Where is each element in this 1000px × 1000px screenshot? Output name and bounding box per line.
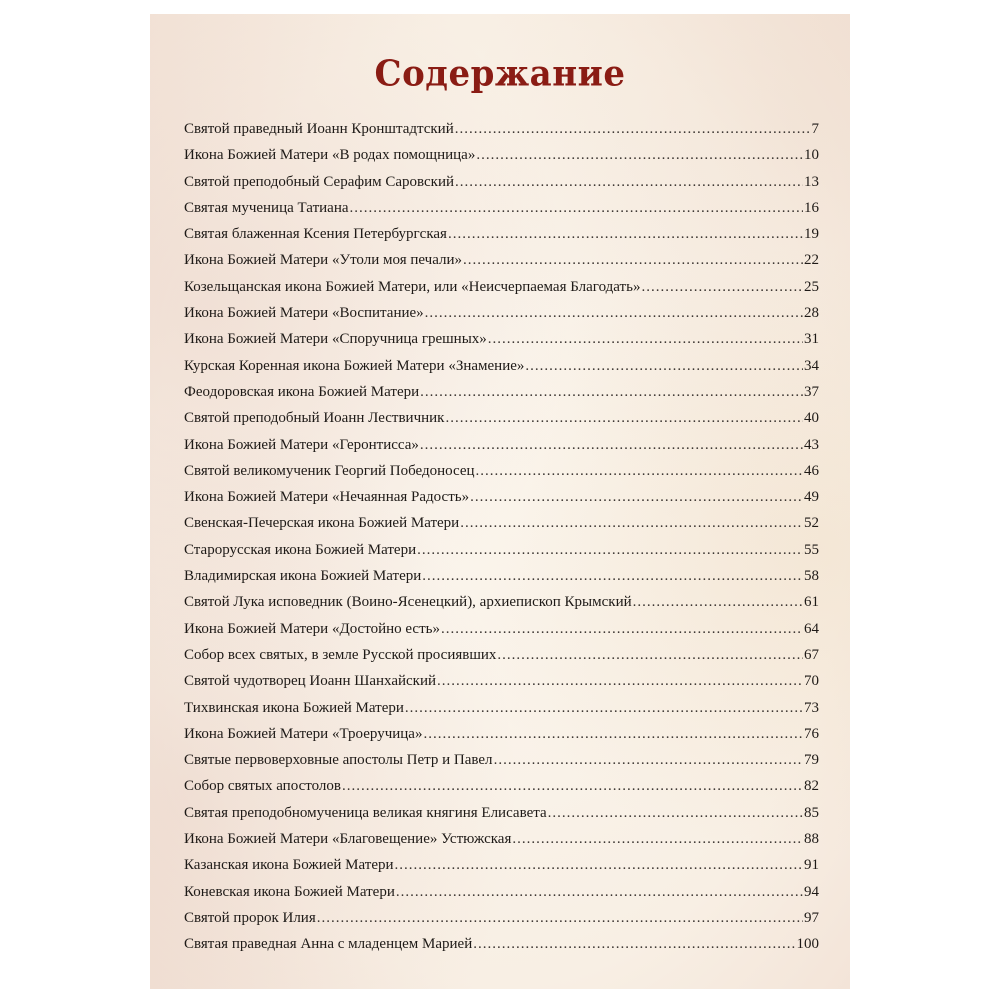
dot-leader	[463, 252, 803, 269]
toc-entry-title: Икона Божией Матери «В родах помощница»	[184, 147, 476, 164]
toc-entry-page-number: 97	[804, 909, 819, 926]
toc-entry-title: Курская Коренная икона Божией Матери «Знамение»	[184, 357, 525, 374]
toc-entry-title: Святые первоверховные апостолы Петр и Павел	[184, 752, 493, 769]
dot-leader	[476, 463, 803, 480]
toc-entry-title: Святая блаженная Ксения Петербургская	[184, 226, 447, 243]
dot-leader	[633, 594, 803, 611]
toc-entry-title: Владимирская икона Божией Матери	[184, 568, 422, 585]
toc-entry-page-number: 58	[804, 568, 819, 585]
toc-entry	[184, 831, 819, 857]
toc-entry-title: Тихвинская икона Божией Матери	[184, 699, 404, 716]
toc-entry-page-number: 88	[804, 831, 819, 848]
toc-entry	[184, 358, 819, 384]
toc-entry	[184, 463, 819, 489]
toc-entry-title: Святой преподобный Серафим Саровский	[184, 173, 454, 190]
toc-entry-page-number: 64	[804, 620, 819, 637]
toc-entry	[184, 252, 819, 278]
toc-entry	[184, 410, 819, 436]
toc-entry-title: Святая преподобномученица великая княгиня Елисавета	[184, 804, 547, 821]
toc-entry-page-number: 10	[804, 147, 819, 164]
dot-leader	[497, 647, 803, 664]
toc-entry-page-number: 25	[804, 278, 819, 295]
toc-entry	[184, 647, 819, 673]
dot-leader	[317, 910, 803, 927]
toc-entry-title: Святой чудотворец Иоанн Шанхайский	[184, 673, 437, 690]
toc-entry	[184, 621, 819, 647]
toc-entry	[184, 594, 819, 620]
dot-leader	[420, 437, 803, 454]
toc-entry	[184, 778, 819, 804]
toc-entry-title: Собор святых апостолов	[184, 778, 341, 795]
dot-leader	[396, 884, 803, 901]
toc-entry	[184, 726, 819, 752]
page-title: Содержание	[374, 53, 626, 95]
toc-entry-page-number: 70	[804, 673, 819, 690]
toc-entry-page-number: 67	[804, 646, 819, 663]
toc-entry	[184, 568, 819, 594]
toc-entry-page-number: 76	[804, 725, 819, 742]
toc-entry	[184, 673, 819, 699]
dot-leader	[460, 515, 803, 532]
toc-entry-title: Святой Лука исповедник (Воино-Ясенецкий), архиепископ Крымский	[184, 594, 632, 611]
dot-leader	[525, 358, 803, 375]
dot-leader	[420, 384, 803, 401]
table-of-contents	[184, 121, 819, 963]
toc-entry-page-number: 13	[804, 173, 819, 190]
toc-entry-page-number: 22	[804, 252, 819, 269]
toc-entry	[184, 305, 819, 331]
toc-entry-page-number: 52	[804, 515, 819, 532]
toc-entry-page-number: 82	[804, 778, 819, 795]
toc-entry-page-number: 85	[804, 804, 819, 821]
toc-entry-title: Казанская икона Божией Матери	[184, 857, 394, 874]
toc-entry-title: Икона Божией Матери «Геронтисса»	[184, 436, 419, 453]
toc-entry-title: Икона Божией Матери «Троеручица»	[184, 725, 423, 742]
dot-leader	[641, 279, 803, 296]
toc-entry-page-number: 43	[804, 436, 819, 453]
toc-entry	[184, 752, 819, 778]
dot-leader	[423, 726, 803, 743]
dot-leader	[425, 305, 803, 322]
toc-entry-title: Икона Божией Матери «Воспитание»	[184, 305, 424, 322]
toc-entry-title: Святая мученица Татиана	[184, 199, 349, 216]
toc-entry-title: Собор всех святых, в земле Русской просиявших	[184, 646, 497, 663]
toc-entry	[184, 936, 819, 962]
dot-leader	[470, 489, 803, 506]
toc-entry-title: Икона Божией Матери «Благовещение» Устюжская	[184, 831, 512, 848]
dot-leader	[405, 700, 803, 717]
toc-entry	[184, 437, 819, 463]
toc-entry-title: Святой преподобный Иоанн Лествичник	[184, 410, 445, 427]
toc-entry	[184, 884, 819, 910]
dot-leader	[342, 778, 803, 795]
toc-entry	[184, 200, 819, 226]
toc-entry-title: Святой пророк Илия	[184, 909, 316, 926]
dot-leader	[437, 673, 803, 690]
toc-entry-page-number: 16	[804, 199, 819, 216]
toc-entry	[184, 331, 819, 357]
toc-entry	[184, 174, 819, 200]
dot-leader	[448, 226, 803, 243]
dot-leader	[494, 752, 803, 769]
dot-leader	[548, 805, 803, 822]
toc-entry-page-number: 73	[804, 699, 819, 716]
toc-entry	[184, 147, 819, 173]
toc-entry-page-number: 34	[804, 357, 819, 374]
toc-entry	[184, 700, 819, 726]
dot-leader	[455, 174, 803, 191]
toc-entry	[184, 384, 819, 410]
dot-leader	[445, 410, 803, 427]
toc-entry-page-number: 49	[804, 489, 819, 506]
book-page	[150, 14, 850, 989]
toc-entry-page-number: 40	[804, 410, 819, 427]
toc-entry-title: Святой великомученик Георгий Победоносец	[184, 462, 475, 479]
toc-entry	[184, 542, 819, 568]
toc-entry-page-number: 46	[804, 462, 819, 479]
toc-entry-page-number: 94	[804, 883, 819, 900]
toc-entry-title: Икона Божией Матери «Утоли моя печали»	[184, 252, 463, 269]
toc-entry	[184, 515, 819, 541]
dot-leader	[476, 147, 803, 164]
dot-leader	[441, 621, 803, 638]
toc-entry-page-number: 91	[804, 857, 819, 874]
toc-entry-page-number: 61	[804, 594, 819, 611]
toc-entry-title: Свенская-Печерская икона Божией Матери	[184, 515, 460, 532]
toc-entry	[184, 910, 819, 936]
toc-entry	[184, 226, 819, 252]
toc-entry-page-number: 7	[811, 121, 819, 137]
toc-entry-title: Икона Божией Матери «Достойно есть»	[184, 620, 440, 637]
toc-entry	[184, 489, 819, 515]
dot-leader	[422, 568, 803, 585]
toc-entry	[184, 857, 819, 883]
toc-entry-page-number: 28	[804, 305, 819, 322]
toc-entry-title: Икона Божией Матери «Споручница грешных»	[184, 331, 487, 348]
toc-entry-page-number: 37	[804, 383, 819, 400]
toc-entry-page-number: 19	[804, 226, 819, 243]
dot-leader	[488, 331, 803, 348]
toc-entry-page-number: 100	[796, 936, 819, 953]
dot-leader	[473, 936, 795, 953]
dot-leader	[512, 831, 803, 848]
toc-entry-title: Икона Божией Матери «Нечаянная Радость»	[184, 489, 470, 506]
toc-entry-page-number: 31	[804, 331, 819, 348]
dot-leader	[350, 200, 803, 217]
toc-entry-page-number: 79	[804, 752, 819, 769]
toc-entry-page-number: 55	[804, 541, 819, 558]
toc-entry-title: Козельщанская икона Божией Матери, или «Неисчерпаемая Благодать»	[184, 278, 641, 295]
toc-entry-title: Старорусская икона Божией Матери	[184, 541, 417, 558]
dot-leader	[395, 857, 803, 874]
toc-entry-title: Коневская икона Божией Матери	[184, 883, 395, 900]
toc-entry-title: Феодоровская икона Божией Матери	[184, 383, 420, 400]
toc-entry-title: Святая праведная Анна с младенцем Марией	[184, 936, 473, 953]
dot-leader	[455, 121, 811, 138]
toc-entry	[184, 121, 819, 147]
toc-entry	[184, 805, 819, 831]
toc-entry-title: Святой праведный Иоанн Кронштадтский	[184, 121, 454, 137]
toc-entry	[184, 279, 819, 305]
dot-leader	[417, 542, 803, 559]
